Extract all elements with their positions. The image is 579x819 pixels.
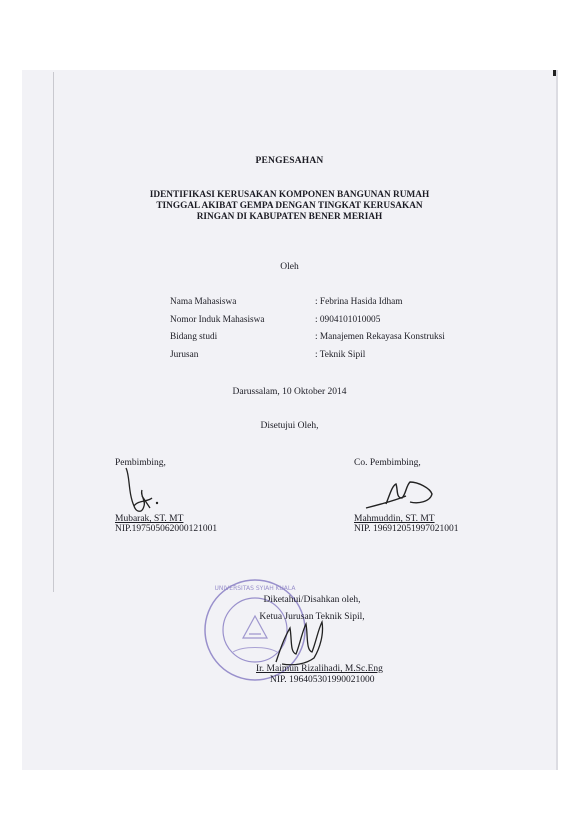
co-supervisor-role: Co. Pembimbing, — [354, 458, 421, 468]
acknowledgement-line: Ketua Jurusan Teknik Sipil, — [259, 612, 365, 622]
supervisor-role: Pembimbing, — [115, 458, 166, 468]
info-row — [170, 350, 510, 368]
co-supervisor-nip: NIP. 196912051997021001 — [354, 524, 459, 534]
approved-by-label: Disetujui Oleh, — [260, 421, 319, 431]
thesis-title-line: RINGAN DI KABUPATEN BENER MERIAH — [196, 212, 383, 222]
department-head-signature — [270, 614, 334, 670]
scan-edge-line — [53, 72, 54, 592]
thesis-title — [0, 190, 579, 223]
supervisor-name: Mubarak, ST. MT — [115, 514, 184, 524]
student-info-table — [170, 297, 510, 367]
info-label: Jurusan — [170, 349, 199, 360]
info-label: Nomor Induk Mahasiswa — [170, 314, 265, 325]
info-row — [170, 315, 510, 333]
info-row — [170, 297, 510, 315]
info-value: : Teknik Sipil — [315, 349, 366, 360]
thesis-title-line: IDENTIFIKASI KERUSAKAN KOMPONEN BANGUNAN RUMAH — [149, 190, 430, 200]
co-supervisor-name: Mahmuddin, ST. MT — [354, 514, 435, 524]
supervisor-nip: NIP.197505062000121001 — [115, 524, 218, 534]
department-head-nip: NIP. 196405301990021000 — [270, 675, 375, 685]
department-head-name: Ir. Maimun Rizalihadi, M.Sc.Eng — [256, 664, 383, 674]
supervisor-signature — [112, 462, 172, 524]
by-label: Oleh — [280, 262, 299, 272]
info-label: Nama Mahasiswa — [170, 297, 237, 307]
co-supervisor-signature — [362, 476, 442, 516]
scan-corner-mark — [553, 70, 556, 76]
acknowledgement-line: Diketahui/Disahkan oleh, — [263, 595, 361, 605]
info-row — [170, 332, 510, 350]
place-date: Darussalam, 10 Oktober 2014 — [232, 387, 347, 397]
info-value: : Febrina Hasida Idham — [315, 297, 403, 307]
thesis-title-line: TINGGAL AKIBAT GEMPA DENGAN TINGKAT KERUSAKAN — [156, 201, 423, 211]
info-value: : Manajemen Rekayasa Konstruksi — [315, 332, 445, 342]
page-heading: PENGESAHAN — [255, 156, 324, 166]
info-value: : 0904101010005 — [315, 314, 381, 325]
department-head-block — [256, 664, 383, 686]
svg-text:UNIVERSITAS SYIAH KUALA: UNIVERSITAS SYIAH KUALA — [214, 585, 296, 592]
info-label: Bidang studi — [170, 332, 218, 342]
